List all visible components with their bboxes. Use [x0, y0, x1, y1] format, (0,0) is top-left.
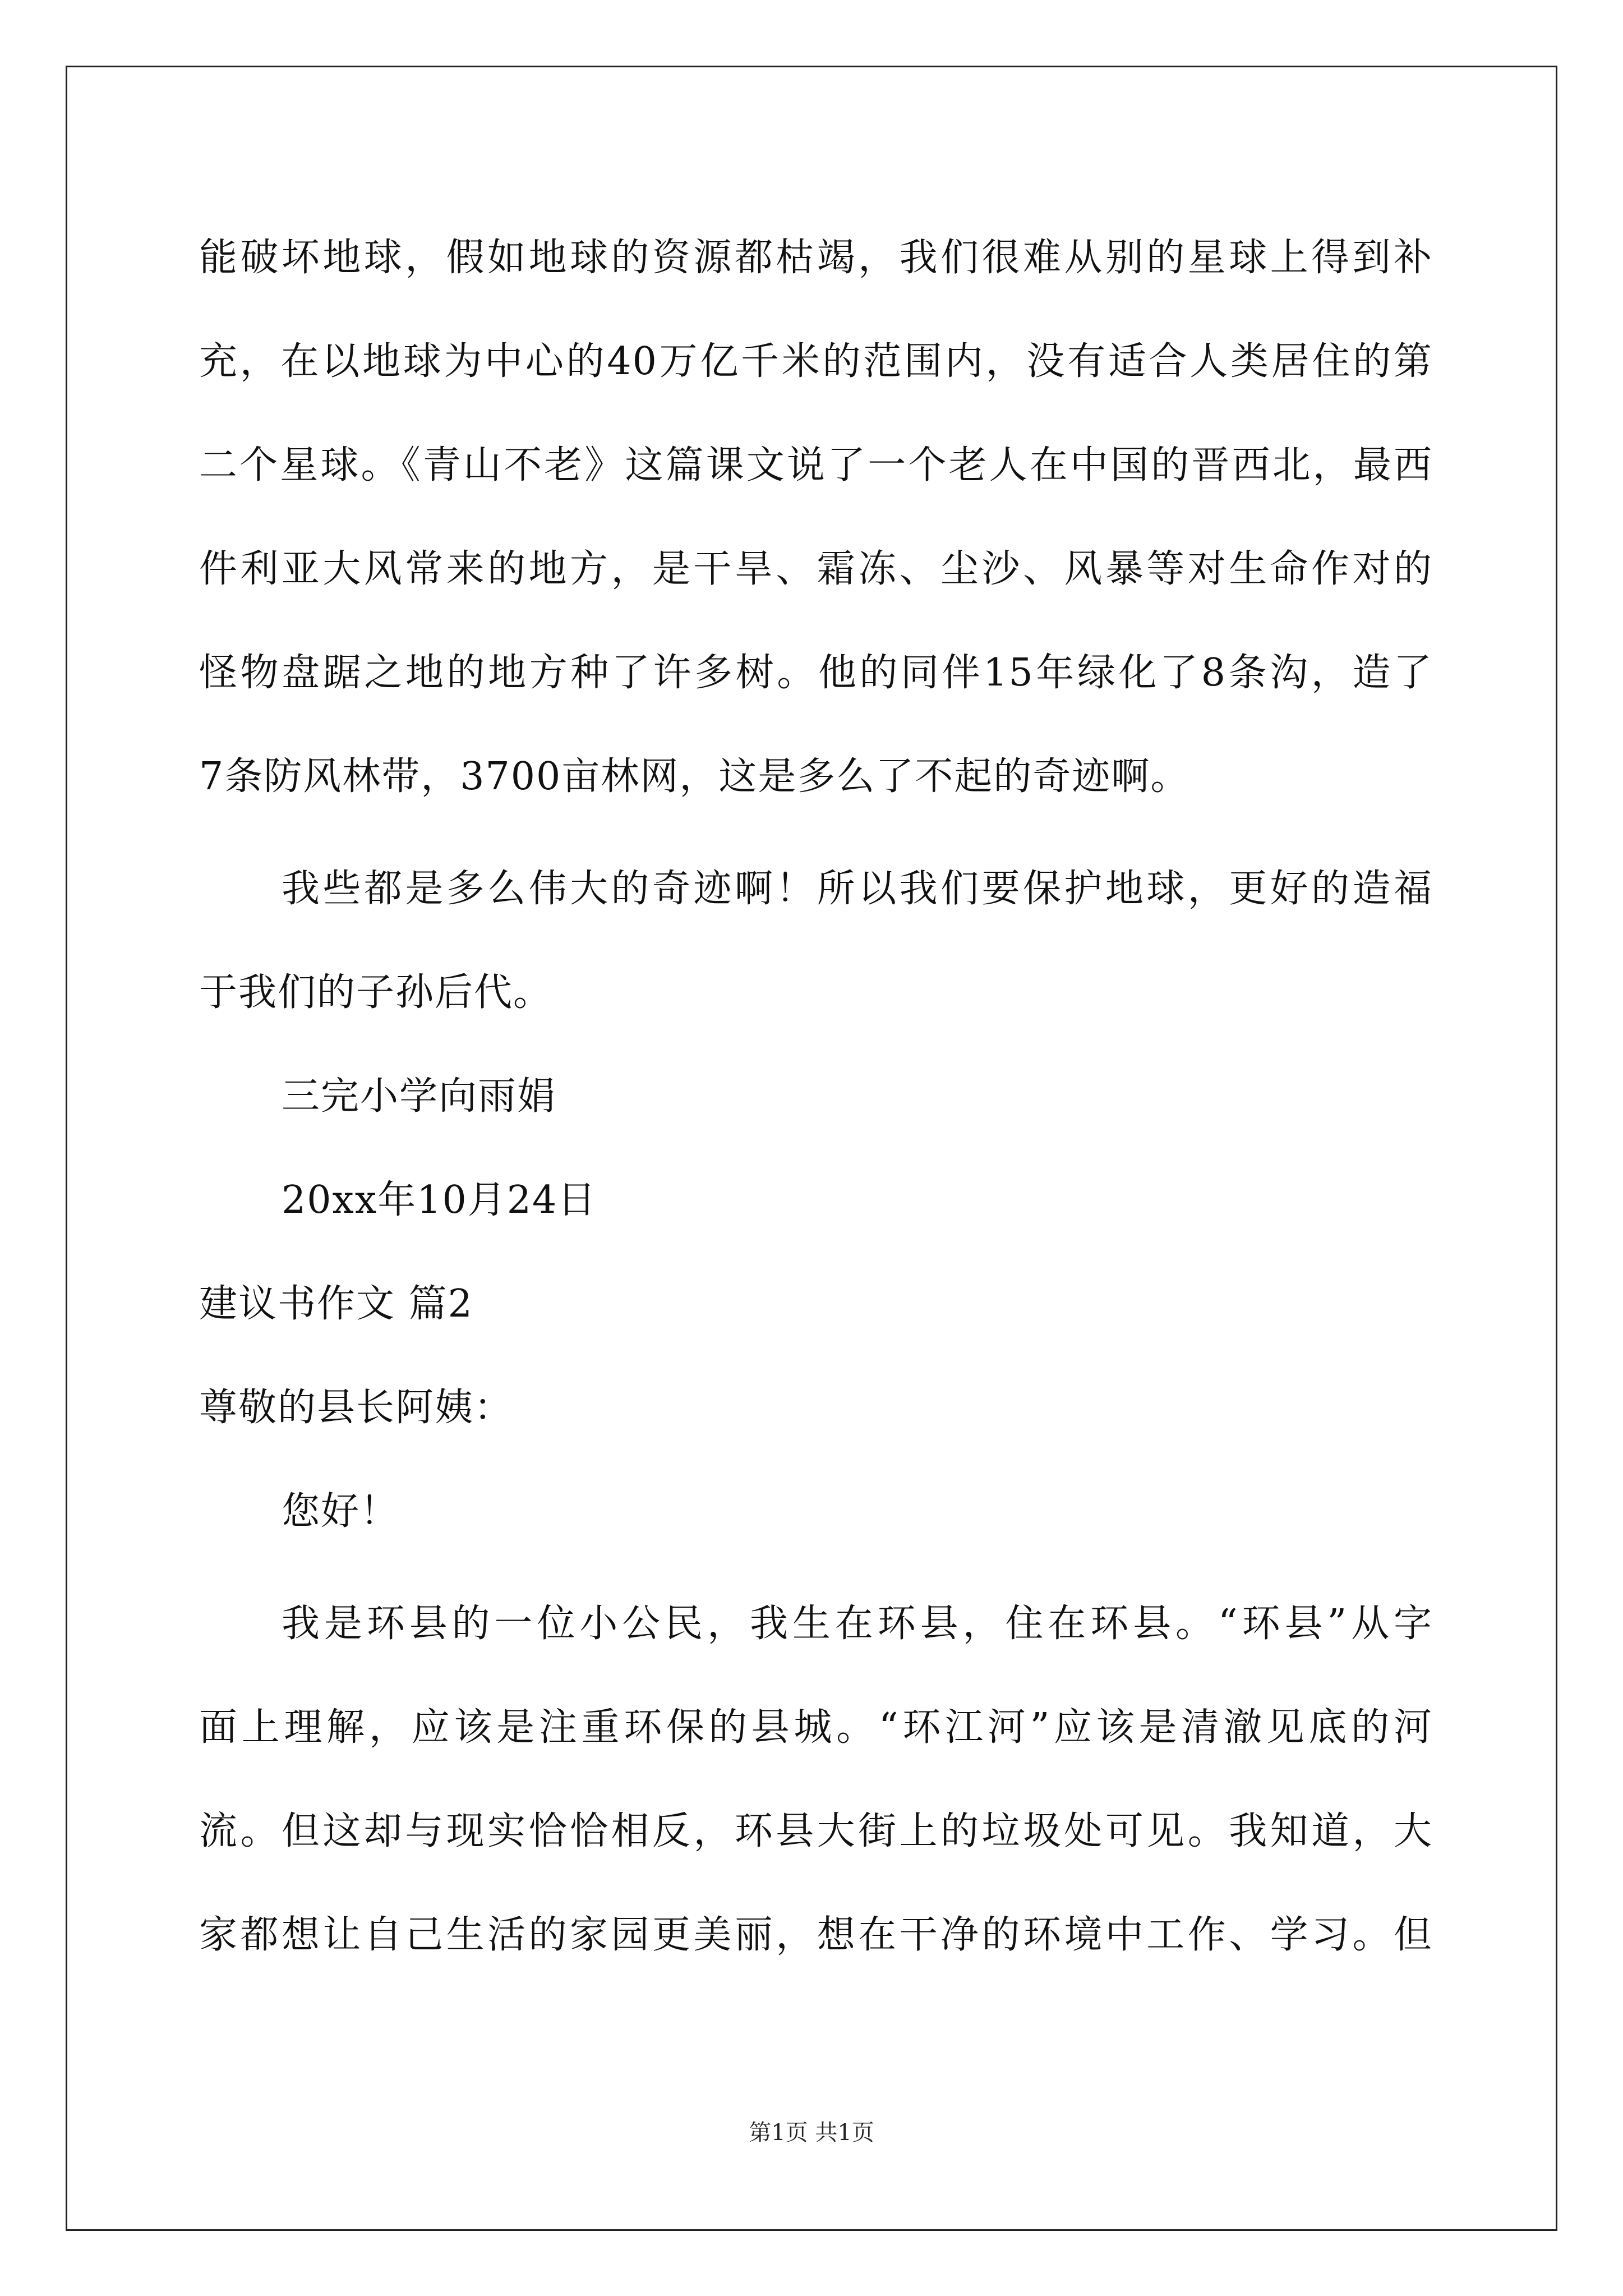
signature-date: 20xx年10月24日: [282, 1178, 597, 1222]
greeting: 您好！: [282, 1489, 400, 1534]
body-line-7: 我些都是多么伟大的奇迹啊！所以我们要保护地球，更好的造福: [282, 867, 1433, 911]
section-heading: 建议书作文 篇2: [199, 1282, 473, 1326]
body-line-17: 家都想让自己生活的家园更美丽，想在干净的环境中工作、学习。但: [199, 1913, 1433, 1957]
body-line-15: 面上理解，应该是注重环保的县城。“环江河”应该是清澈见底的河: [199, 1705, 1433, 1750]
body-line-4: 件利亚大风常来的地方，是干旱、霜冻、尘沙、风暴等对生命作对的: [199, 547, 1433, 591]
body-line-8: 于我们的子孙后代。: [199, 970, 553, 1015]
body-line-14: 我是环县的一位小公民，我生在环县，住在环县。“环县”从字: [282, 1602, 1433, 1646]
body-line-16: 流。但这却与现实恰恰相反，环县大街上的垃圾处可见。我知道，大: [199, 1809, 1433, 1853]
salutation: 尊敬的县长阿姨：: [199, 1386, 514, 1430]
body-line-6: 7条防风林带，3700亩林网，这是多么了不起的奇迹啊。: [199, 754, 1190, 799]
body-line-2: 充，在以地球为中心的40万亿千米的范围内，没有适合人类居住的第: [199, 339, 1433, 384]
page-number: 第1页 共1页: [749, 2120, 874, 2146]
body-line-3: 二个星球。《青山不老》这篇课文说了一个老人在中国的晋西北，最西: [199, 443, 1433, 487]
signature-school: 三完小学向雨娟: [282, 1074, 557, 1119]
page-border: [66, 66, 1557, 2231]
body-line-1: 能破坏地球，假如地球的资源都枯竭，我们很难从别的星球上得到补: [199, 236, 1433, 280]
body-line-5: 怪物盘踞之地的地方种了许多树。他的同伴15年绿化了8条沟，造了: [199, 651, 1433, 695]
